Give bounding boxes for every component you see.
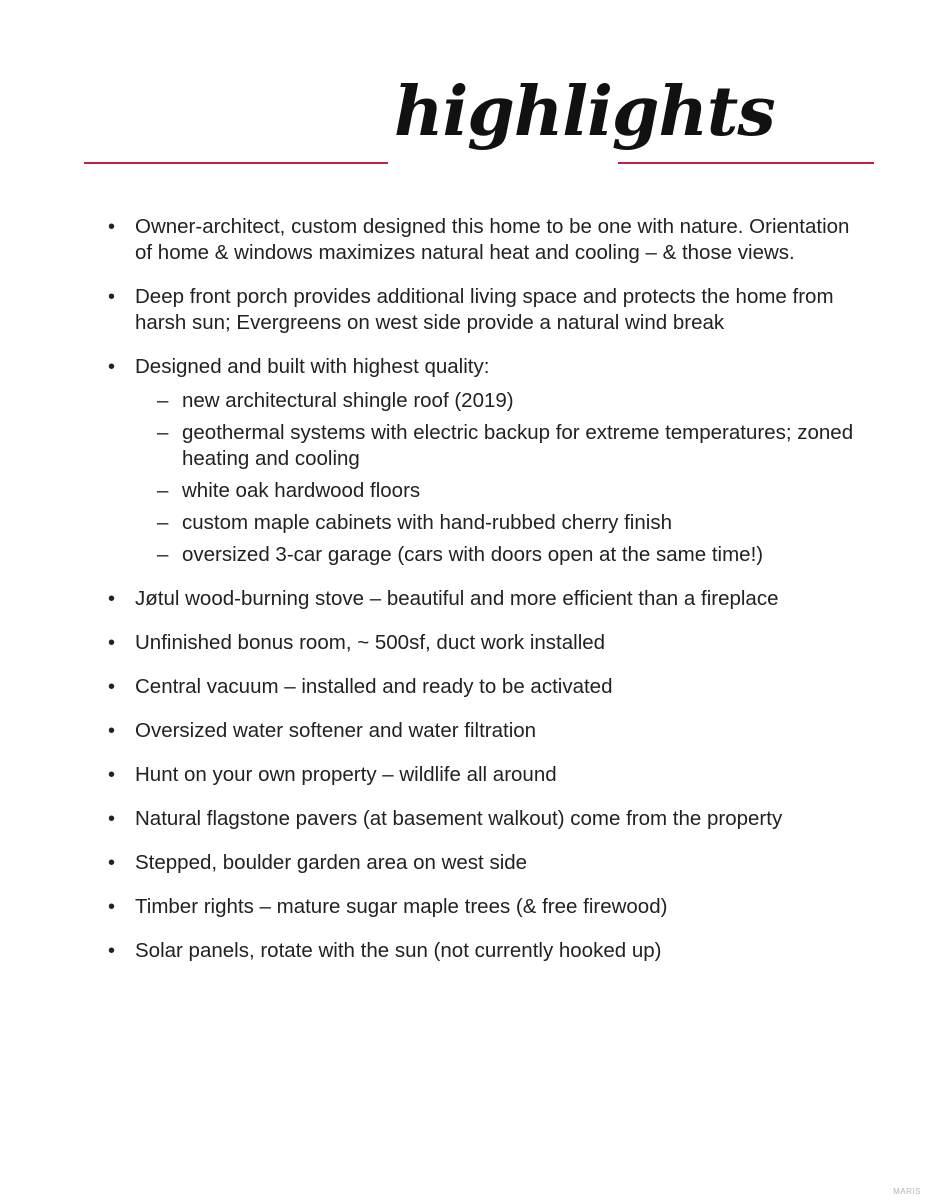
highlights-list [106,214,866,982]
dash-icon: – [157,543,169,566]
list-item-text: Deep front porch provides additional living space and protects the home from harsh sun; Evergreens on west side provide a natural wind break [135,285,834,334]
sub-list-item [135,388,866,414]
bullet-icon: • [108,356,116,378]
sub-list-item-text: oversized 3-car garage (cars with doors open at the same time!) [182,543,764,566]
dash-icon: – [157,421,169,444]
list-item-text: Central vacuum – installed and ready to be activated [135,675,613,698]
sub-list-item-text: custom maple cabinets with hand-rubbed cherry finish [182,511,672,534]
page-title: highlights [388,78,618,208]
bullet-icon: • [108,808,116,830]
bullet-icon: • [108,588,116,610]
watermark: MARIS [893,1187,921,1196]
list-item [106,214,866,266]
bullet-icon: • [108,720,116,742]
sub-list-item [135,510,866,536]
list-item-text: Designed and built with highest quality: [135,355,490,378]
sub-list-item [135,542,866,568]
list-item [106,806,866,832]
dash-icon: – [157,511,169,534]
list-item [106,718,866,744]
bullet-icon: • [108,764,116,786]
bullet-icon: • [108,632,116,654]
bullet-icon: • [108,852,116,874]
list-item [106,586,866,612]
sub-list-item [135,478,866,504]
list-item-text: Jøtul wood-burning stove – beautiful and more efficient than a fireplace [135,587,779,610]
bullet-icon: • [108,940,116,962]
list-item-text: Unfinished bonus room, ~ 500sf, duct work installed [135,631,606,654]
dash-icon: – [157,479,169,502]
list-item [106,850,866,876]
list-item [106,284,866,336]
bullet-icon: • [108,216,116,238]
list-item [106,674,866,700]
list-item [106,630,866,656]
bullet-icon: • [108,676,116,698]
list-item [106,354,866,568]
list-item [106,762,866,788]
sub-list-item-text: white oak hardwood floors [182,479,421,502]
list-item-text: Solar panels, rotate with the sun (not currently hooked up) [135,939,662,962]
list-item-text: Natural flagstone pavers (at basement walkout) come from the property [135,807,783,830]
sub-list-item-text: new architectural shingle roof (2019) [182,389,514,412]
bullet-icon: • [108,286,116,308]
list-item-text: Stepped, boulder garden area on west side [135,851,528,874]
bullet-icon: • [108,896,116,918]
list-item-text: Hunt on your own property – wildlife all around [135,763,557,786]
list-item-text: Timber rights – mature sugar maple trees (& free firewood) [135,895,668,918]
sub-list-item [135,420,866,472]
list-item-text: Owner-architect, custom designed this home to be one with nature. Orientation of home & windows maximizes natural heat and cooling – & those views. [135,215,850,264]
sub-list [135,388,866,568]
dash-icon: – [157,389,169,412]
list-item [106,938,866,964]
sub-list-item-text: geothermal systems with electric backup for extreme temperatures; zoned heating and cooling [182,421,854,470]
heading [0,0,927,210]
list-item [106,894,866,920]
list-item-text: Oversized water softener and water filtration [135,719,537,742]
